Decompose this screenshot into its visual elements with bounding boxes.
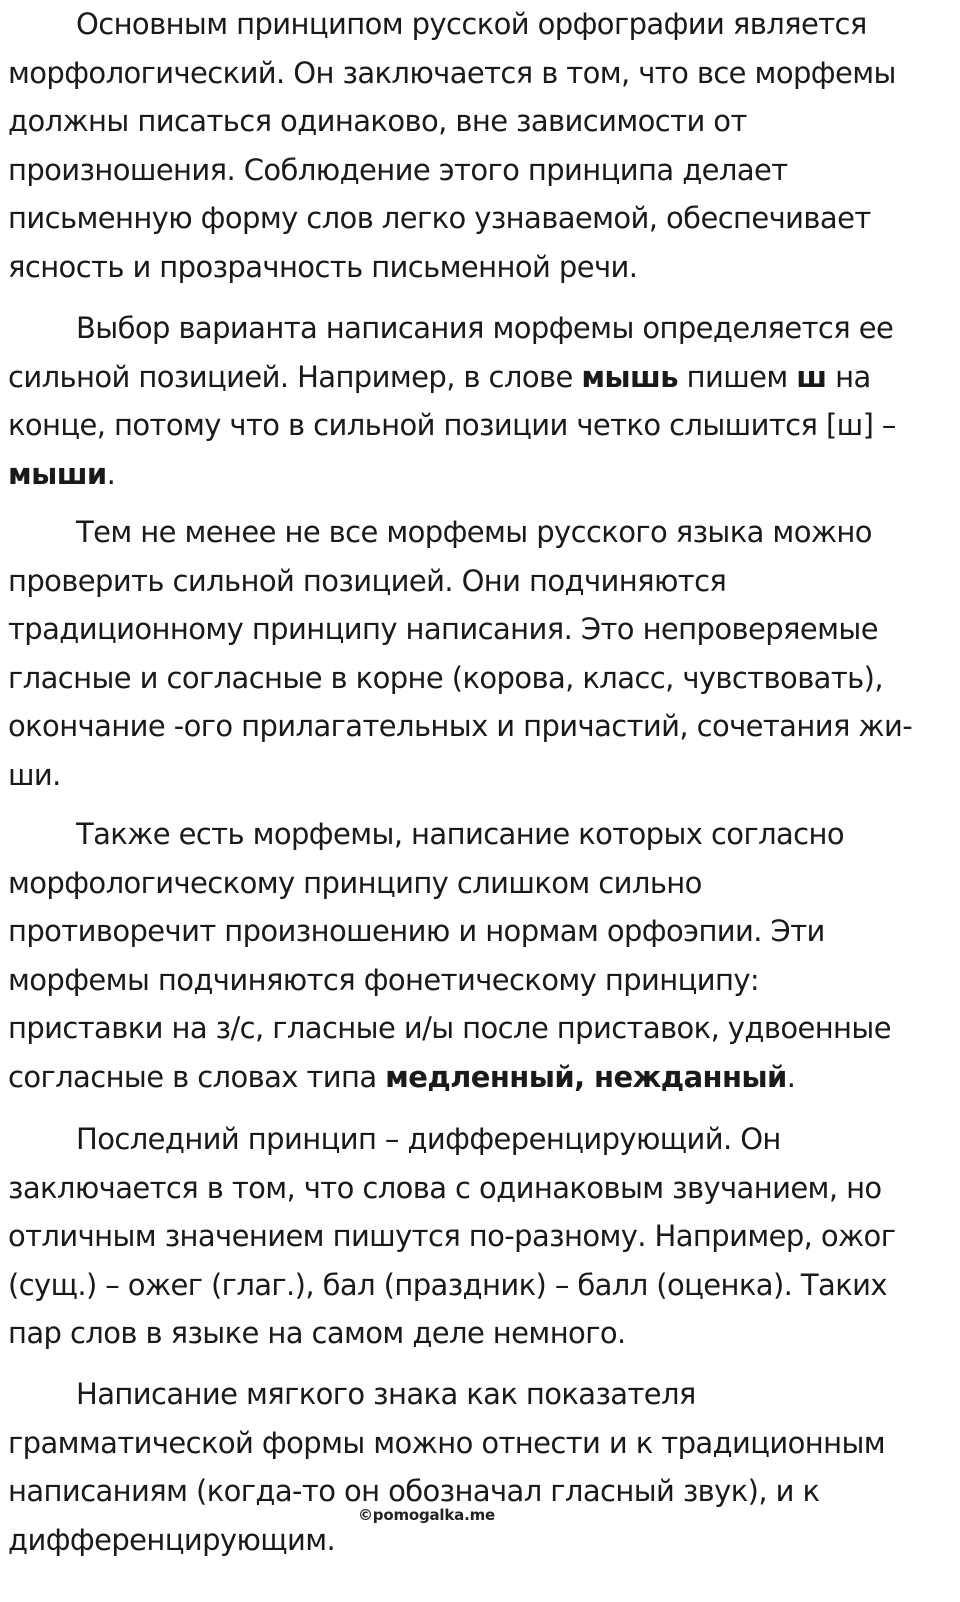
text-line: (сущ.) – ожег (глаг.), бал (праздник) – балл (оценка). Таких bbox=[8, 1267, 887, 1302]
text-fragment: . bbox=[106, 456, 116, 491]
text-fragment: согласные в словах типа bbox=[8, 1059, 386, 1094]
paragraph-soft-sign bbox=[8, 1370, 885, 1564]
text-line: гласные и согласные в корне (корова, класс, чувствовать), bbox=[8, 660, 883, 695]
text-line: отличным значением пишутся по-разному. Например, ожог bbox=[8, 1219, 896, 1253]
paragraph-strong-position bbox=[8, 304, 896, 498]
bold-example-words: медленный, нежданный bbox=[385, 1059, 787, 1094]
text-line: Основным принципом русской орфографии является bbox=[76, 7, 867, 41]
text-line: произношения. Соблюдение этого принципа делает bbox=[8, 152, 788, 187]
text-line: противоречит произношению и нормам орфоэпии. Эти bbox=[8, 914, 825, 948]
text-line: морфологический. Он заключается в том, что все морфемы bbox=[8, 55, 896, 90]
bold-example-word: мышь bbox=[581, 359, 678, 394]
text-line: традиционному принципу написания. Это непроверяемые bbox=[8, 612, 878, 646]
text-line: конце, потому что в сильной позиции четко слышится [ш] – bbox=[8, 408, 896, 442]
bold-example-word: мыши bbox=[8, 456, 107, 491]
text-line: грамматической формы можно отнести и к традиционным bbox=[8, 1425, 886, 1460]
paragraph-morphological-principle bbox=[8, 0, 896, 291]
text-line: морфемы подчиняются фонетическому принципу: bbox=[8, 962, 760, 997]
text-line: написаниям (когда-то он обозначал гласный звук), и к bbox=[8, 1474, 820, 1508]
paragraph-traditional-principle bbox=[8, 508, 912, 799]
text-fragment: на bbox=[826, 359, 871, 394]
text-line: Также есть морфемы, написание которых согласно bbox=[76, 817, 845, 851]
text-line: Написание мягкого знака как показателя bbox=[76, 1377, 696, 1411]
bold-example-letter: ш bbox=[796, 359, 827, 394]
paragraph-differentiating-principle bbox=[8, 1115, 895, 1358]
text-line: должны писаться одинаково, вне зависимости от bbox=[8, 104, 747, 138]
text-line bbox=[8, 450, 896, 499]
text-line: пар слов в языке на самом деле немного. bbox=[8, 1316, 626, 1350]
text-line: ясность и прозрачность письменной речи. bbox=[8, 249, 638, 284]
text-line: приставки на з/с, гласные и/ы после приставок, удвоенные bbox=[8, 1011, 891, 1045]
text-line: Последний принцип – дифференцирующий. Он bbox=[76, 1122, 781, 1156]
text-line: Тем не менее не все морфемы русского языка можно bbox=[76, 515, 872, 549]
text-line: дифференцирующим. bbox=[8, 1522, 336, 1557]
text-fragment: сильной позицией. Например, в слове bbox=[8, 359, 582, 394]
text-line: ши. bbox=[8, 757, 61, 792]
text-line bbox=[8, 1053, 891, 1102]
text-fragment: пишем bbox=[677, 359, 797, 394]
text-fragment: . bbox=[786, 1059, 796, 1094]
text-line bbox=[8, 353, 896, 402]
text-line: письменную форму слов легко узнаваемой, обеспечивает bbox=[8, 201, 871, 235]
paragraph-phonetic-principle bbox=[8, 810, 891, 1101]
text-line: окончание -ого прилагательных и причастий, сочетания жи- bbox=[8, 709, 913, 743]
text-line: проверить сильной позицией. Они подчиняются bbox=[8, 563, 727, 598]
text-line: морфологическому принципу слишком сильно bbox=[8, 865, 702, 900]
watermark: ©pomogalka.me bbox=[358, 1506, 495, 1524]
text-line: Выбор варианта написания морфемы определяется ее bbox=[76, 311, 894, 345]
text-line: заключается в том, что слова с одинаковым звучанием, но bbox=[8, 1170, 882, 1205]
